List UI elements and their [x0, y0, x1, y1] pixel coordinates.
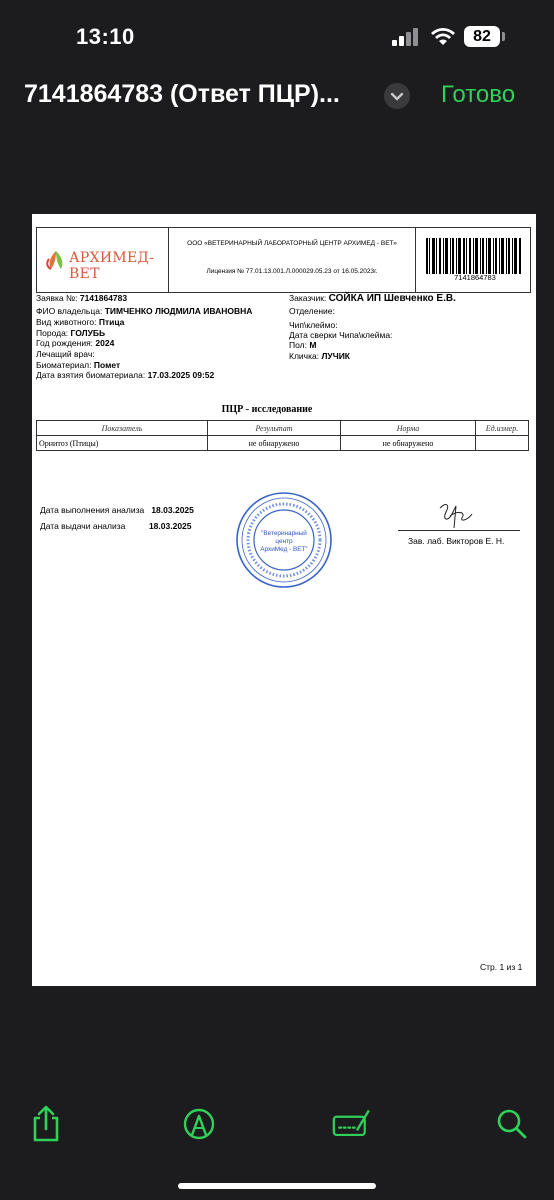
signature-icon[interactable]: [332, 1104, 372, 1144]
issue-date: Дата выдачи анализа 18.03.2025: [40, 521, 192, 531]
field-order: Заявка №: 7141864783: [36, 293, 128, 303]
svg-text:центр: центр: [275, 538, 293, 545]
license-text: Лицензия № 77.01.13.001.Л.000029.05.23 от 16.05.2023г.: [206, 268, 378, 275]
table-cell: [476, 436, 529, 451]
column-header: Результат: [208, 421, 341, 436]
column-header: Показатель: [37, 421, 208, 436]
logo-cell: [37, 228, 169, 292]
page-number: Стр. 1 из 1: [480, 962, 523, 972]
status-bar: [0, 0, 554, 75]
results-table: [36, 420, 529, 451]
svg-text:"Ветеринарный: "Ветеринарный: [261, 530, 307, 537]
logo-icon: [44, 249, 68, 271]
share-icon[interactable]: [26, 1104, 66, 1144]
signature: [434, 500, 478, 532]
field-owner: ФИО владельца: ТИМЧЕНКО ЛЮДМИЛА ИВАНОВНА: [36, 306, 253, 316]
table-cell: Орнитоз (Птицы): [37, 436, 208, 451]
battery-icon: 82: [464, 26, 500, 47]
field-customer: Заказчик: СОЙКА ИП Шевченко Е.В.: [289, 293, 456, 304]
search-icon[interactable]: [492, 1104, 532, 1144]
wifi-icon: [430, 26, 456, 46]
signature-line: [398, 530, 520, 531]
org-name: ООО «ВЕТЕРИНАРНЫЙ ЛАБОРАТОРНЫЙ ЦЕНТР АРХИМЕД - ВЕТ»: [187, 240, 397, 247]
barcode-number: 7141864783: [454, 273, 496, 282]
clock: 13:10: [76, 24, 135, 49]
barcode: [426, 238, 522, 274]
table-cell: не обнаружено: [341, 436, 476, 451]
chevron-down-icon[interactable]: [384, 83, 410, 109]
cellular-signal-icon: [392, 28, 422, 46]
analysis-date: Дата выполнения анализа 18.03.2025: [40, 505, 194, 515]
field-biomaterial: Биоматериал: Помет: [36, 360, 121, 370]
table-cell: не обнаружено: [208, 436, 341, 451]
field-species: Вид животного: Птица: [36, 317, 125, 327]
signer-name: Зав. лаб. Викторов Е. Н.: [408, 536, 505, 546]
markup-icon[interactable]: [179, 1104, 219, 1144]
done-button[interactable]: Готово: [441, 81, 516, 108]
document-header: [36, 227, 531, 293]
battery-tip: [502, 32, 505, 41]
column-header: Ед.измер.: [476, 421, 529, 436]
org-cell: [169, 228, 416, 292]
section-title: ПЦР - исследование: [221, 404, 313, 415]
column-header: Норма: [341, 421, 476, 436]
document-title[interactable]: 7141864783 (Ответ ПЦР)...: [24, 80, 340, 108]
logo-text: АРХИМЕД-ВЕТ: [69, 250, 155, 282]
stamp-seal: [235, 491, 333, 589]
field-breed: Порода: ГОЛУБЬ: [36, 328, 106, 338]
field-birth-year: Год рождения: 2024: [36, 338, 115, 348]
home-indicator: [178, 1183, 376, 1189]
field-sex: Пол: М: [289, 340, 317, 350]
field-nickname: Кличка: ЛУЧИК: [289, 351, 350, 361]
field-chip-date: Дата сверки Чипа\клейма:: [289, 330, 393, 340]
svg-text:АрхиМед - ВЕТ": АрхиМед - ВЕТ": [260, 546, 308, 553]
field-doctor: Лечащий врач:: [36, 349, 95, 359]
field-department: Отделение:: [289, 306, 335, 316]
document-page: [32, 214, 536, 986]
field-chip: Чип\клеймо:: [289, 320, 338, 330]
field-sample-date: Дата взятия биоматериала: 17.03.2025 09:52: [36, 370, 215, 380]
table-row: [37, 436, 529, 451]
table-header-row: [37, 421, 529, 436]
